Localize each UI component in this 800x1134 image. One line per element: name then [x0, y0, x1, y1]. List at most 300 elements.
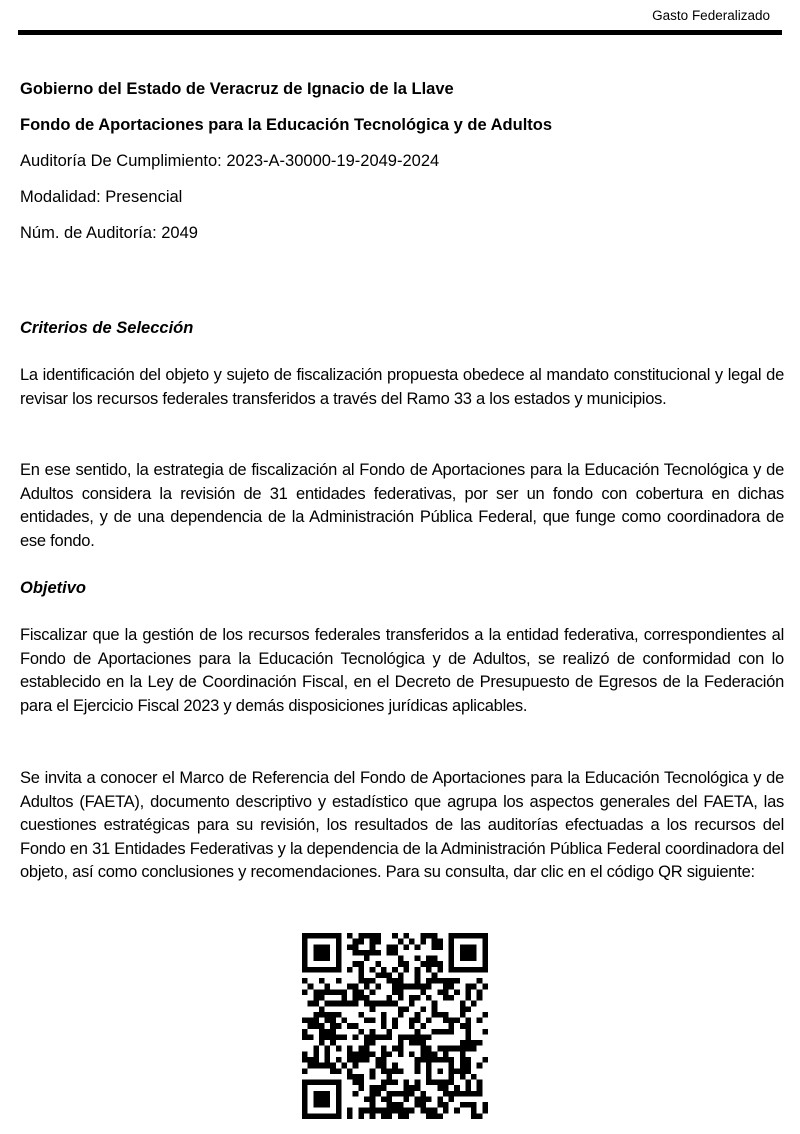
qr-module: [415, 972, 421, 978]
qr-finder: [482, 933, 488, 972]
qr-module: [341, 989, 347, 995]
qr-module: [336, 978, 342, 984]
qr-module: [432, 939, 438, 945]
qr-module: [409, 939, 415, 945]
qr-module: [398, 1012, 404, 1018]
criteria-heading: Criterios de Selección: [20, 319, 194, 337]
qr-module: [364, 1051, 370, 1057]
header-section-label: Gasto Federalizado: [652, 8, 770, 23]
qr-module: [302, 1057, 308, 1063]
qr-module: [370, 1029, 376, 1035]
qr-module: [398, 1040, 404, 1046]
qr-module: [420, 1046, 426, 1052]
audit-type: Auditoría De Cumplimiento: 2023-A-30000-19-2049-2024: [20, 152, 440, 170]
qr-module: [449, 1046, 455, 1052]
qr-module: [443, 978, 449, 984]
qr-module: [387, 972, 393, 978]
qr-module: [330, 1029, 336, 1035]
qr-module: [370, 1096, 376, 1102]
qr-module: [325, 1018, 331, 1024]
qr-module: [415, 1102, 421, 1108]
qr-module: [426, 1108, 432, 1114]
qr-module: [471, 1102, 477, 1108]
qr-module: [443, 1046, 449, 1052]
qr-module: [409, 1001, 415, 1007]
qr-module: [398, 1006, 404, 1012]
qr-module: [465, 1023, 471, 1029]
qr-module: [358, 1085, 364, 1091]
qr-module: [415, 1057, 421, 1063]
qr-module: [370, 1108, 376, 1114]
qr-module: [387, 1001, 393, 1007]
qr-module: [482, 1102, 488, 1108]
qr-module: [465, 984, 471, 990]
qr-module: [437, 989, 443, 995]
qr-module: [358, 1029, 364, 1035]
qr-module: [465, 1080, 471, 1086]
qr-module: [330, 1023, 336, 1029]
qr-module: [409, 1034, 415, 1040]
qr-module: [426, 995, 432, 1001]
qr-module: [482, 1029, 488, 1035]
qr-module: [420, 1108, 426, 1114]
qr-module: [415, 1096, 421, 1102]
qr-module: [465, 995, 471, 1001]
qr-module: [454, 978, 460, 984]
qr-module: [387, 1096, 393, 1102]
qr-module: [387, 995, 393, 1001]
qr-module: [392, 984, 398, 990]
qr-module: [398, 989, 404, 995]
qr-module: [426, 1034, 432, 1040]
qr-module: [420, 1051, 426, 1057]
qr-module: [364, 1046, 370, 1052]
qr-module: [370, 978, 376, 984]
qr-module: [358, 1012, 364, 1018]
qr-module: [432, 978, 438, 984]
qr-module: [415, 1080, 421, 1086]
qr-module: [392, 1023, 398, 1029]
qr-module: [392, 1018, 398, 1024]
qr-module: [409, 995, 415, 1001]
qr-module: [387, 944, 393, 950]
qr-module: [449, 1029, 455, 1035]
qr-module: [415, 1085, 421, 1091]
qr-module: [347, 1046, 353, 1052]
qr-module: [460, 1051, 466, 1057]
qr-module: [387, 978, 393, 984]
qr-module: [432, 1108, 438, 1114]
qr-module: [336, 1023, 342, 1029]
qr-module: [370, 1113, 376, 1119]
qr-module: [353, 1091, 359, 1097]
qr-module: [319, 1034, 325, 1040]
qr-module: [358, 972, 364, 978]
qr-module: [347, 967, 353, 973]
qr-finder: [302, 1113, 341, 1119]
qr-module: [347, 1023, 353, 1029]
qr-module: [364, 1018, 370, 1024]
qr-module: [437, 939, 443, 945]
qr-module: [353, 1074, 359, 1080]
qr-module: [392, 1091, 398, 1097]
qr-module: [460, 1006, 466, 1012]
qr-module: [353, 950, 359, 956]
qr-module: [325, 989, 331, 995]
qr-module: [353, 1057, 359, 1063]
qr-module: [449, 984, 455, 990]
qr-module: [358, 967, 364, 973]
qr-module: [398, 1051, 404, 1057]
qr-module: [460, 1063, 466, 1069]
qr-module: [477, 1040, 483, 1046]
qr-module: [443, 995, 449, 1001]
qr-module: [415, 1012, 421, 1018]
qr-module: [426, 1096, 432, 1102]
qr-module: [375, 984, 381, 990]
qr-module: [381, 1108, 387, 1114]
qr-module: [325, 984, 331, 990]
qr-module: [420, 984, 426, 990]
qr-module: [353, 1080, 359, 1086]
qr-module: [449, 1023, 455, 1029]
qr-module: [415, 956, 421, 962]
qr-module: [420, 933, 426, 939]
qr-module: [336, 1012, 342, 1018]
qr-module: [443, 1102, 449, 1108]
qr-module: [454, 1085, 460, 1091]
qr-module: [341, 1063, 347, 1069]
qr-module: [398, 961, 404, 967]
qr-module: [465, 1034, 471, 1040]
qr-module: [482, 984, 488, 990]
qr-finder: [302, 933, 341, 939]
objective-heading: Objetivo: [20, 579, 87, 597]
qr-module: [358, 1074, 364, 1080]
qr-module: [392, 1080, 398, 1086]
qr-module: [370, 1040, 376, 1046]
qr-module: [443, 1108, 449, 1114]
qr-module: [381, 1057, 387, 1063]
qr-module: [420, 1102, 426, 1108]
qr-module: [403, 1085, 409, 1091]
qr-module: [381, 1085, 387, 1091]
qr-module: [313, 989, 319, 995]
qr-module: [381, 1096, 387, 1102]
qr-module: [415, 1034, 421, 1040]
qr-module: [465, 1091, 471, 1097]
qr-module: [358, 950, 364, 956]
qr-module: [460, 1057, 466, 1063]
qr-module: [426, 1046, 432, 1052]
qr-module: [375, 1085, 381, 1091]
qr-module: [415, 1018, 421, 1024]
qr-module: [308, 1057, 314, 1063]
qr-module: [313, 1051, 319, 1057]
qr-module: [437, 1085, 443, 1091]
qr-module: [454, 1018, 460, 1024]
qr-module: [370, 933, 376, 939]
qr-module: [319, 978, 325, 984]
qr-module: [330, 1018, 336, 1024]
qr-module: [381, 1046, 387, 1052]
qr-module: [477, 1085, 483, 1091]
qr-module: [341, 1034, 347, 1040]
qr-module: [353, 1034, 359, 1040]
qr-module: [387, 1034, 393, 1040]
qr-finder: [449, 933, 455, 972]
qr-module: [325, 1012, 331, 1018]
qr-module: [353, 961, 359, 967]
qr-module: [437, 961, 443, 967]
qr-module: [398, 956, 404, 962]
qr-module: [465, 1057, 471, 1063]
qr-module: [449, 1091, 455, 1097]
qr-module: [392, 978, 398, 984]
qr-module: [392, 933, 398, 939]
qr-module: [375, 1034, 381, 1040]
qr-module: [358, 1080, 364, 1086]
qr-module: [370, 1102, 376, 1108]
qr-module: [364, 1096, 370, 1102]
qr-module: [358, 989, 364, 995]
qr-module: [477, 1018, 483, 1024]
qr-module: [325, 1063, 331, 1069]
qr-module: [426, 967, 432, 973]
qr-module: [409, 1018, 415, 1024]
qr-module: [381, 1113, 387, 1119]
qr-module: [325, 1029, 331, 1035]
qr-finder: [302, 1080, 308, 1119]
qr-module: [347, 933, 353, 939]
qr-module: [325, 1001, 331, 1007]
qr-module: [381, 1068, 387, 1074]
qr-module: [370, 939, 376, 945]
qr-module: [370, 967, 376, 973]
qr-module: [319, 1029, 325, 1035]
qr-module: [437, 1029, 443, 1035]
qr-module: [398, 1091, 404, 1097]
qr-finder: [460, 944, 477, 961]
qr-module: [437, 1096, 443, 1102]
qr-module: [375, 1063, 381, 1069]
qr-module: [392, 1063, 398, 1069]
qr-module: [460, 1001, 466, 1007]
qr-module: [392, 1108, 398, 1114]
qr-module: [370, 1001, 376, 1007]
qr-module: [330, 1001, 336, 1007]
qr-module: [381, 1051, 387, 1057]
qr-module: [398, 1068, 404, 1074]
qr-module: [347, 984, 353, 990]
qr-module: [420, 939, 426, 945]
qr-module: [364, 995, 370, 1001]
qr-module: [370, 1051, 376, 1057]
qr-module: [443, 989, 449, 995]
qr-module: [415, 1029, 421, 1035]
qr-module: [460, 1074, 466, 1080]
qr-module: [330, 1063, 336, 1069]
qr-module: [341, 1018, 347, 1024]
qr-module: [403, 1096, 409, 1102]
qr-module: [336, 1034, 342, 1040]
qr-module: [392, 1046, 398, 1052]
qr-module: [353, 1063, 359, 1069]
qr-module: [415, 1063, 421, 1069]
qr-module: [465, 1029, 471, 1035]
qr-finder: [302, 967, 341, 973]
qr-module: [415, 984, 421, 990]
qr-module: [471, 1074, 477, 1080]
qr-module: [420, 1091, 426, 1097]
qr-module: [437, 1113, 443, 1119]
qr-module: [398, 984, 404, 990]
qr-module: [364, 1040, 370, 1046]
qr-module: [387, 1051, 393, 1057]
qr-module: [358, 1113, 364, 1119]
qr-module: [437, 978, 443, 984]
qr-module: [420, 1006, 426, 1012]
qr-module: [347, 1057, 353, 1063]
qr-module: [437, 944, 443, 950]
qr-module: [449, 1018, 455, 1024]
qr-module: [358, 961, 364, 967]
qr-module: [313, 1046, 319, 1052]
qr-module: [336, 1068, 342, 1074]
qr-module: [302, 1034, 308, 1040]
criteria-paragraph: La identificación del objeto y sujeto de fiscalización propuesta obedece al mandato constitucional y legal de revisar los recursos federales transferidos a través del Ramo 33 a los estados y municipios.: [20, 366, 784, 408]
qr-module: [375, 1108, 381, 1114]
qr-module: [330, 1012, 336, 1018]
qr-module: [313, 1023, 319, 1029]
qr-module: [460, 1102, 466, 1108]
qr-module: [358, 933, 364, 939]
qr-module: [313, 1057, 319, 1063]
qr-module: [347, 1108, 353, 1114]
qr-module: [409, 1040, 415, 1046]
qr-module: [313, 1063, 319, 1069]
qr-module: [432, 944, 438, 950]
qr-module: [471, 1108, 477, 1114]
qr-module: [398, 978, 404, 984]
qr-module: [454, 1046, 460, 1052]
qr-module: [465, 1046, 471, 1052]
qr-module: [420, 989, 426, 995]
qr-module: [375, 961, 381, 967]
qr-module: [454, 989, 460, 995]
qr-module: [443, 984, 449, 990]
qr-module: [471, 1040, 477, 1046]
qr-module: [381, 1018, 387, 1024]
qr-module: [302, 989, 308, 995]
qr-module: [364, 978, 370, 984]
qr-module: [364, 1001, 370, 1007]
qr-module: [437, 1102, 443, 1108]
qr-module: [353, 984, 359, 990]
qr-module: [358, 978, 364, 984]
qr-module: [426, 956, 432, 962]
qr-module: [426, 1051, 432, 1057]
qr-module: [392, 967, 398, 973]
qr-module: [465, 1102, 471, 1108]
qr-module: [313, 1001, 319, 1007]
qr-module: [432, 1051, 438, 1057]
qr-module: [358, 1051, 364, 1057]
qr-module: [409, 1108, 415, 1114]
qr-module: [319, 1006, 325, 1012]
qr-module: [432, 933, 438, 939]
qr-module: [347, 1001, 353, 1007]
qr-module: [426, 933, 432, 939]
qr-code-icon[interactable]: [302, 933, 488, 1119]
objective-paragraph: Fiscalizar que la gestión de los recursos federales transferidos a la entidad federativa, correspondientes al Fondo de Aportaciones para la Educación Tecnológica y de Adultos, se realizó de conformidad con lo establecido en la Ley de Coordinación Fiscal, en el Decreto de Presupuesto de Egresos de la Federación para el Ejercicio Fiscal 2023 y demás disposiciones jurídicas aplicables.: [20, 626, 784, 715]
header-rule: [18, 30, 782, 35]
qr-module: [403, 961, 409, 967]
qr-module: [370, 1018, 376, 1024]
qr-module: [308, 1023, 314, 1029]
qr-module: [403, 984, 409, 990]
qr-module: [375, 933, 381, 939]
qr-module: [415, 944, 421, 950]
qr-module: [375, 950, 381, 956]
qr-module: [398, 1102, 404, 1108]
qr-module: [370, 989, 376, 995]
qr-module: [319, 1023, 325, 1029]
qr-module: [319, 995, 325, 1001]
qr-module: [477, 1063, 483, 1069]
audit-info: [20, 79, 784, 243]
qr-module: [409, 1091, 415, 1097]
qr-module: [437, 967, 443, 973]
qr-module: [358, 1046, 364, 1052]
qr-module: [465, 1063, 471, 1069]
qr-module: [409, 1085, 415, 1091]
qr-finder: [302, 1080, 341, 1086]
qr-module: [477, 1080, 483, 1086]
qr-module: [460, 1023, 466, 1029]
qr-module: [403, 933, 409, 939]
qr-module: [392, 1102, 398, 1108]
qr-module: [325, 1057, 331, 1063]
qr-module: [409, 984, 415, 990]
qr-module: [477, 978, 483, 984]
qr-module: [432, 1006, 438, 1012]
qr-module: [432, 956, 438, 962]
qr-module: [426, 984, 432, 990]
audit-modality: Modalidad: Presencial: [20, 188, 183, 206]
qr-module: [387, 1113, 393, 1119]
qr-module: [370, 1091, 376, 1097]
qr-module: [336, 1046, 342, 1052]
qr-module: [443, 1091, 449, 1097]
qr-module: [347, 944, 353, 950]
qr-module: [364, 984, 370, 990]
qr-finder: [302, 933, 308, 972]
qr-module: [319, 989, 325, 995]
qr-module: [443, 1051, 449, 1057]
qr-module: [336, 1057, 342, 1063]
qr-module: [403, 1113, 409, 1119]
qr-module: [482, 1012, 488, 1018]
qr-module: [460, 1012, 466, 1018]
qr-module: [415, 967, 421, 973]
qr-module: [381, 1023, 387, 1029]
qr-module: [426, 1018, 432, 1024]
qr-finder: [336, 1080, 342, 1119]
qr-module: [454, 1091, 460, 1097]
qr-module: [370, 950, 376, 956]
qr-module: [387, 1080, 393, 1086]
